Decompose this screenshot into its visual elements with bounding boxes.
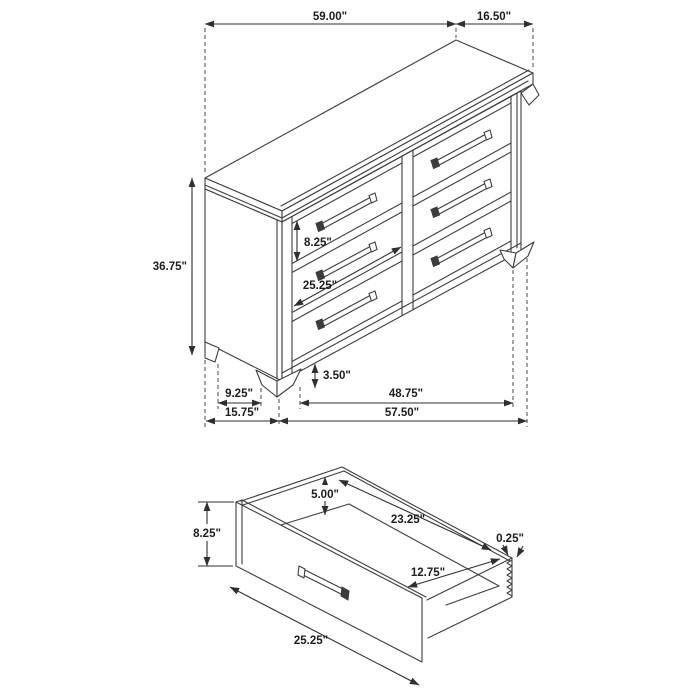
dim-dresser-base-depth: 15.75": [224, 407, 260, 419]
dim-dresser-leg-span: 48.75": [388, 388, 424, 400]
dim-dresser-drawer-height: 8.25": [304, 237, 332, 249]
dim-drawer-side-thickness: 0.25": [496, 533, 524, 545]
dim-drawer-inner-height: 5.00": [311, 489, 339, 501]
dim-drawer-inner-width: 23.25": [390, 514, 426, 526]
dim-dresser-base-width: 57.50": [384, 407, 420, 419]
dim-drawer-front-width: 25.25": [293, 635, 329, 647]
dim-dresser-foot-height: 3.50": [323, 370, 351, 382]
dim-drawer-inner-depth: 12.75": [410, 567, 446, 579]
dovetail-joint-detail: [507, 560, 512, 596]
dim-dresser-overall-width: 59.00": [312, 11, 348, 23]
drawer-drawing: [186, 467, 524, 685]
dim-dresser-overall-height: 36.75": [152, 261, 187, 273]
dim-dresser-overall-depth: 16.50": [476, 11, 512, 23]
dresser-drawing: [153, 11, 539, 427]
dresser-cabinet: [205, 40, 539, 397]
dim-drawer-front-height: 8.25": [193, 528, 221, 540]
dim-dresser-drawer-width: 25.25": [302, 280, 338, 292]
dim-dresser-leg-inset: 9.25": [225, 388, 253, 400]
